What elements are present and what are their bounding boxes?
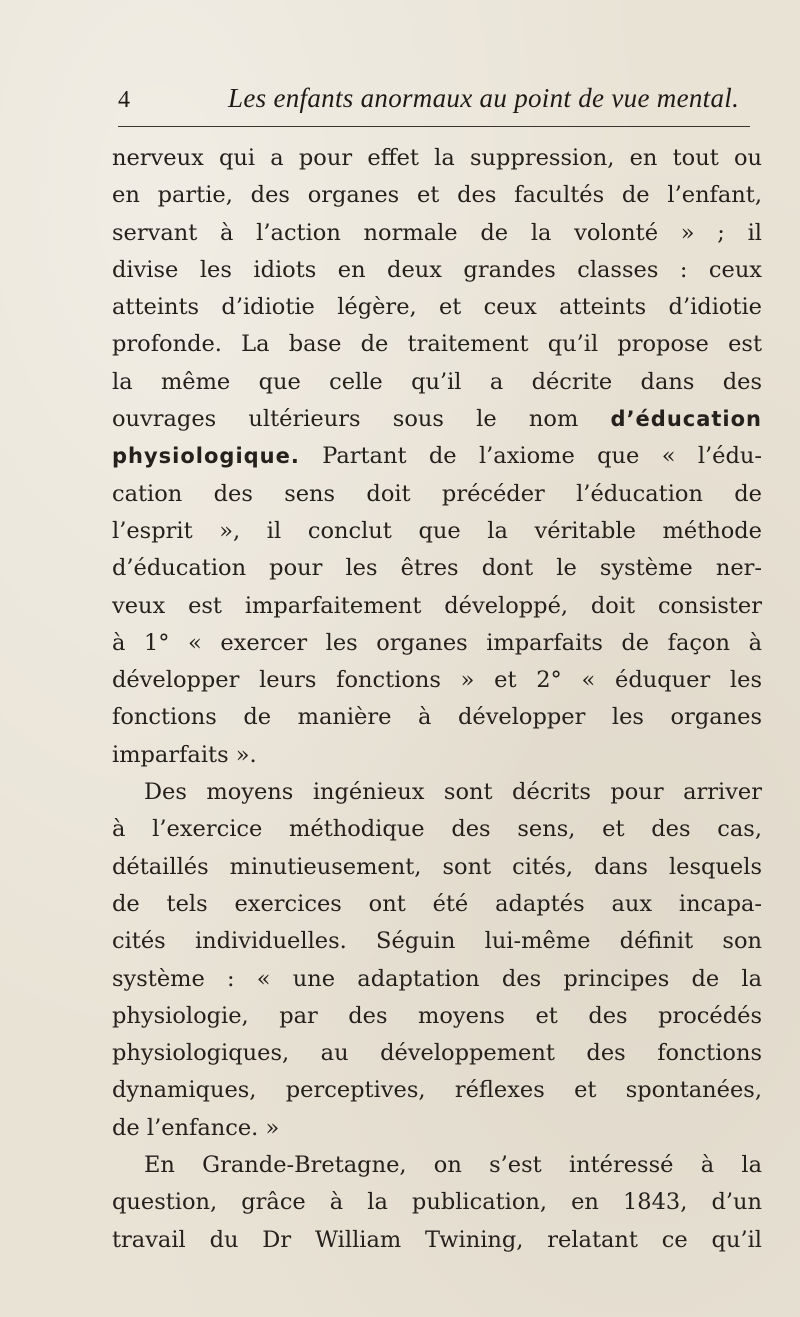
emphasis-term: physiologique. bbox=[112, 444, 300, 469]
text-line: physiologiques, au développement des fonctions bbox=[112, 1040, 762, 1067]
text-fragment: Partant de l’axiome que « l’édu- bbox=[299, 443, 762, 470]
text-line: cités individuelles. Séguin lui-même définit son bbox=[112, 928, 762, 955]
emphasis-term: d’éducation bbox=[610, 407, 762, 432]
body-text bbox=[112, 140, 762, 1259]
text-line: de tels exercices ont été adaptés aux incapa- bbox=[112, 890, 762, 917]
text-line: système : « une adaptation des principes de la bbox=[112, 965, 762, 992]
text-line: imparfaits ». bbox=[112, 741, 257, 768]
text-line: physiologie, par des moyens et des procédés bbox=[112, 1002, 762, 1029]
text-line: à 1° « exercer les organes imparfaits de façon à bbox=[112, 629, 762, 656]
running-title: Les enfants anormaux au point de vue mental. bbox=[228, 83, 740, 113]
text-line: dynamiques, perceptives, réflexes et spontanées, bbox=[112, 1077, 762, 1104]
text-line: la même que celle qu’il a décrite dans des bbox=[112, 368, 762, 395]
text-line bbox=[112, 401, 762, 438]
text-line: veux est imparfaitement développé, doit consister bbox=[112, 592, 762, 619]
text-line: travail du Dr William Twining, relatant ce qu’il bbox=[112, 1226, 762, 1253]
text-line: détaillés minutieusement, sont cités, dans lesquels bbox=[112, 853, 762, 880]
text-line: fonctions de manière à développer les organes bbox=[112, 704, 762, 731]
text-line: Des moyens ingénieux sont décrits pour arriver bbox=[144, 779, 762, 806]
text-fragment: ouvrages ultérieurs sous le nom bbox=[112, 406, 579, 433]
text-line: question, grâce à la publication, en 1843, d’un bbox=[112, 1189, 762, 1216]
text-line: l’esprit », il conclut que la véritable méthode bbox=[112, 517, 762, 544]
text-line: divise les idiots en deux grandes classes : ceux bbox=[112, 256, 762, 283]
text-line bbox=[112, 438, 762, 475]
text-line: atteints d’idiotie légère, et ceux atteints d’idiotie bbox=[112, 294, 762, 321]
text-line: cation des sens doit précéder l’éducation de bbox=[112, 480, 762, 507]
text-line: profonde. La base de traitement qu’il propose est bbox=[112, 331, 762, 358]
header-rule bbox=[118, 126, 750, 127]
text-line: nerveux qui a pour effet la suppression, en tout ou bbox=[112, 145, 762, 171]
text-line: En Grande-Bretagne, on s’est intéressé à la bbox=[144, 1152, 762, 1179]
text-line: servant à l’action normale de la volonté » ; il bbox=[112, 219, 762, 246]
page-number: 4 bbox=[118, 87, 130, 113]
text-line: d’éducation pour les êtres dont le système ner- bbox=[112, 555, 762, 582]
text-line: développer leurs fonctions » et 2° « éduquer les bbox=[112, 667, 762, 694]
text-line: de l’enfance. » bbox=[112, 1114, 280, 1141]
running-header bbox=[118, 82, 758, 122]
text-line: en partie, des organes et des facultés de l’enfant, bbox=[112, 182, 762, 209]
text-line: à l’exercice méthodique des sens, et des cas, bbox=[112, 816, 762, 843]
